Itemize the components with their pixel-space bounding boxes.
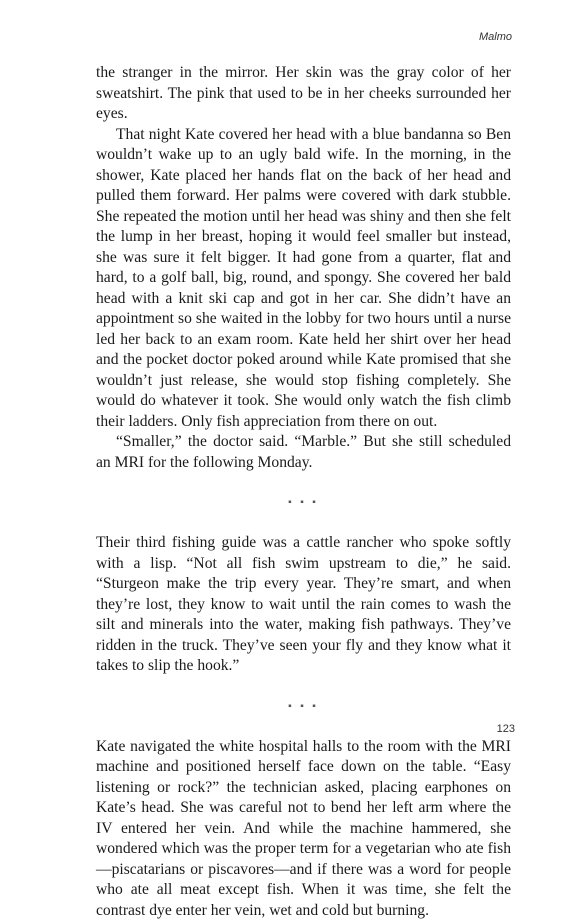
- section-break-ornament: ▪ ▪ ▪: [96, 493, 511, 513]
- body-text: [96, 63, 511, 921]
- paragraph: Their third fishing guide was a cattle rancher who spoke softly with a lisp. “Not all fish swim upstream to die,” he said. “Sturgeon make the trip every year. They’re smart, and when they’re lost, they know to wait until the rain comes to wash the silt and minerals into the water, making fish pathways. They’ve ridden in the truck. They’ve seen your fly and they know what it takes to slip the hook.”: [96, 533, 511, 677]
- section-break-ornament: ▪ ▪ ▪: [96, 697, 511, 717]
- paragraph: “Smaller,” the doctor said. “Marble.” But she still scheduled an MRI for the following Monday.: [96, 432, 511, 473]
- paragraph: Kate navigated the white hospital halls to the room with the MRI machine and positioned herself face down on the table. “Easy listening or rock?” the technician asked, placing earphones on Kate’s head. She was careful not to bend her left arm where the IV entered her vein. And while the machine hammered, she wondered which was the proper term for a vegetarian who ate fish—piscatarians or piscavores—and if there was a word for people who ate all meat except fish. When it was time, she felt the contrast dye enter her vein, wet and cold but burning.: [96, 737, 511, 921]
- running-head: Malmo: [479, 31, 512, 43]
- paragraph: That night Kate covered her head with a blue bandanna so Ben wouldn’t wake up to an ugly bald wife. In the morning, in the shower, Kate placed her hands flat on the back of her head and pulled them forward. Her palms were covered with dark stubble. She repeated the motion until her head was shiny and then she felt the lump in her breast, hoping it would feel smaller but instead, she was sure it felt bigger. It had gone from a quarter, flat and hard, to a golf ball, big, round, and spongy. She covered her bald head with a knit ski cap and got in her car. She didn’t have an appointment so she waited in the lobby for two hours until a nurse led her back to an exam room. Kate held her shirt over her head and the pocket doctor poked around while Kate promised that she wouldn’t just release, she would stop fishing completely. She would do whatever it took. She would only watch the fish climb their ladders. Only fish appreciation from there on out.: [96, 125, 511, 433]
- page-number: 123: [497, 723, 515, 735]
- paragraph: the stranger in the mirror. Her skin was the gray color of her sweatshirt. The pink that used to be in her cheeks surrounded her eyes.: [96, 63, 511, 125]
